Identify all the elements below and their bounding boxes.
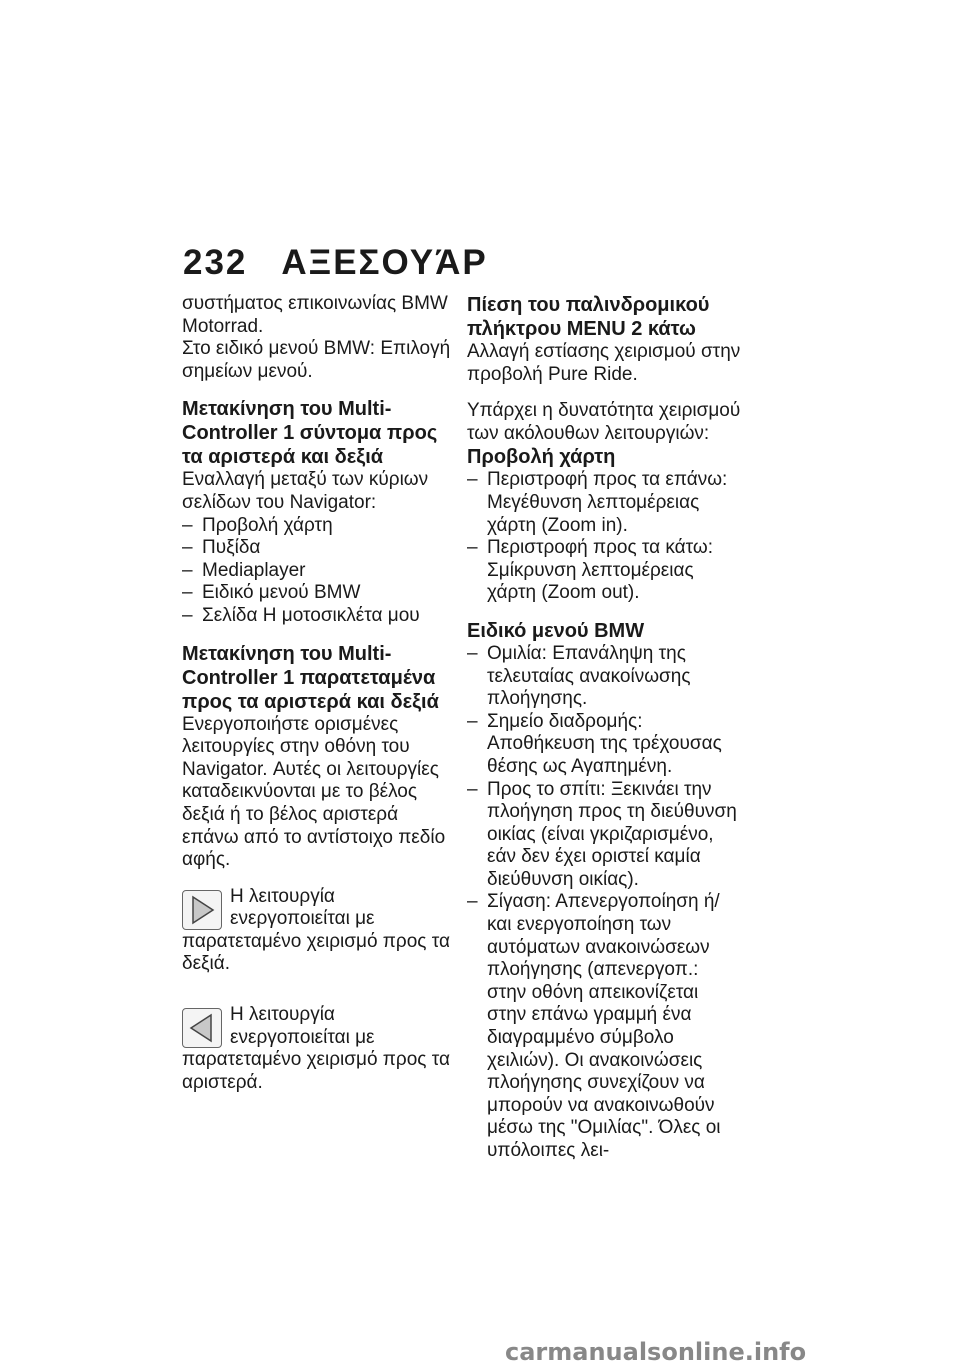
list-item: – Σελίδα Η μοτοσικλέτα μου [182,605,452,628]
left-column [182,293,452,1094]
note-left-arrow [182,1004,452,1094]
paragraph: Αλλαγή εστίασης χειρισμού στην προβολή Pure Ride. [467,341,741,385]
right-column [467,293,742,1163]
paragraph: Ενεργοποιήστε ορισμένες λειτουργίες στην οθόνη του Navigator. Αυτές οι λειτουργίες καταδεικνύονται με το βέλος δεξιά ή το βέλος αριστερά επάνω από το αντίστοιχο πεδίο αφής. [182,713,446,871]
list-item: – Προβολή χάρτη [182,515,452,538]
section-title: ΑΞΕΣΟΥΆΡ [281,243,488,282]
list-item: – Σημείο διαδρομής: Αποθήκευση της τρέχουσας θέσης ως Αγαπημένη. [467,711,742,779]
section-heading: Μετακίνηση του Multi-Controller 1 παρατεταμένα προς τα αριστερά και δεξιά [182,642,439,713]
list-item: – Ομιλία: Επανάληψη της τελευταίας ανακοίνωσης πλοήγησης. [467,643,742,711]
paragraph: Εναλλαγή μεταξύ των κύριων σελίδων του Navigator: [182,469,429,513]
section-heading: Πίεση του παλινδρομικού πλήκτρου MENU 2 κάτω [467,294,710,340]
section-heading: Προβολή χάρτη [467,446,616,469]
list-item: – Προς το σπίτι: Ξεκινάει την πλοήγηση προς τη διεύθυνση οικίας (είναι γκριζαρισμένο, εάν δεν έχει οριστεί καμία διεύθυνση οικίας). [467,779,742,892]
list-item: – Πυξίδα [182,537,452,560]
paragraph: Στο ειδικό μενού BMW: Επιλογή σημείων μενού. [182,338,451,382]
list-item: – Σίγαση: Απενεργοποίηση ή/και ενεργοποίηση των αυτόματων ανακοινώσεων πλοήγησης (απενεργοπ.: στην οθόνη απεικονίζεται στην επάνω γραμμή ένα διαγραμμένο σύμβολο χειλιών). Οι ανακοινώσεις πλοήγησης συνεχίζουν να μπορούν να ανακοινωθούν μέσω της "Ομιλίας". Όλες οι υπόλοιπες λει- [467,891,742,1162]
page-header [183,243,488,283]
list-item: – Περιστροφή προς τα κάτω: Σμίκρυνση λεπτομέρειας χάρτη (Zoom out). [467,537,742,605]
paragraph: συστήματος επικοινωνίας BMW Motorrad. [182,293,448,337]
list-item: – Περιστροφή προς τα επάνω: Μεγέθυνση λεπτομέρειας χάρτη (Zoom in). [467,469,742,537]
section-heading: Ειδικό μενού BMW [467,619,645,642]
paragraph: Υπάρχει η δυνατότητα χειρισμού των ακόλουθων λειτουργιών: [467,400,741,444]
page-number: 232 [183,243,248,282]
section-heading: Μετακίνηση του Multi-Controller 1 σύντομα προς τα αριστερά και δεξιά [182,398,438,469]
watermark: carmanualsonline.info [505,1338,807,1366]
arrow-right-icon [182,890,222,930]
note-text: Η λειτουργία ενεργοποιείται με παρατεταμένο χειρισμό προς τα αριστερά. [182,1004,450,1093]
list-item: – Mediaplayer [182,560,452,583]
note-right-arrow [182,886,452,976]
arrow-left-icon [182,1008,222,1048]
note-text: Η λειτουργία ενεργοποιείται με παρατεταμένο χειρισμό προς τα δεξιά. [182,885,450,975]
list-item: – Ειδικό μενού BMW [182,582,452,605]
